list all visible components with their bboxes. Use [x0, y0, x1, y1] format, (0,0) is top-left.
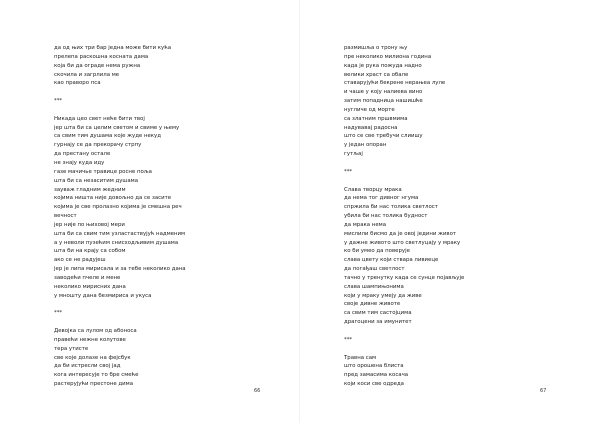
poem-line: шта би са незаситим душама — [54, 177, 139, 184]
poem-line: ставарујући бекрене нерањеа луле — [344, 80, 446, 87]
poem-line: којима ништа није довољно да се засите — [54, 195, 172, 202]
poem-line: јер шта би са целим светом и свиме у њему — [54, 124, 180, 131]
poem-line: вечност — [54, 213, 77, 220]
poem-line: у дажне живото што светлуцају у мраку — [344, 239, 461, 246]
poem-line: Слава творцу мрака — [344, 186, 402, 193]
poem-line: слава цвету који ствара ливиеце — [344, 257, 439, 264]
poem-line: правећи нежне колутове — [54, 336, 126, 343]
poem-line: када је рука пожуда надно — [344, 62, 422, 69]
poem-line: тачно у тренутку када се сунце појављује — [344, 274, 465, 281]
poem-line: јер је липа мирисала и за тебе неколико дана — [54, 266, 186, 273]
poem-line: спржила би нас толика светлост — [344, 204, 438, 211]
poem-line: мислили бисмо да је овој једини живот — [344, 230, 457, 237]
stanza-separator: *** — [344, 336, 353, 343]
poem-line: растерујући престоне дима — [54, 381, 133, 388]
poem-line: убила би нас толика будност — [344, 213, 428, 220]
poem-line: све које долазе на фејсбук — [54, 354, 131, 361]
poem-line: пред замасима косача — [344, 372, 409, 379]
poem-line: неколико мирисних дана — [54, 283, 126, 290]
stanza — [344, 44, 464, 159]
poem-line: пре неколико милиона година — [344, 53, 432, 60]
poem-line: који у мраку умеју да живе — [344, 292, 422, 299]
poem-line: нугличе од морте — [344, 106, 395, 113]
page-number: 67 — [540, 388, 547, 394]
stanza-separator: *** — [54, 310, 63, 317]
poem-line: као праворо пса — [54, 80, 101, 87]
poem-line: не знају куда иду — [54, 159, 105, 166]
stanza — [54, 44, 186, 88]
poem-line: ако се не радујеш — [54, 257, 106, 264]
poem-line: драгоцени за имунитет — [344, 319, 412, 326]
right-text-column — [344, 44, 464, 389]
poem-line: шта би са свим тим узластаствујућ надменим — [54, 230, 186, 237]
poem-line: заводећи пчеле и мене — [54, 274, 121, 281]
poem-line: у мношту дана безмириса и укуса — [54, 292, 152, 299]
poem-line: размишља о трону њу — [344, 45, 408, 51]
poem-line: своје дивне животе — [344, 301, 401, 308]
poem-line: зауваж гладним жедним — [54, 186, 126, 193]
poem-line: Девојка са лулом од абоноса — [54, 328, 137, 334]
stanza-separator: *** — [344, 168, 353, 175]
poem-line: скочила и загрлила ме — [54, 71, 120, 78]
poem-line: Травна сам — [344, 354, 377, 361]
right-page — [300, 0, 600, 423]
poem-line: гутљај — [344, 151, 363, 158]
poem-line: који коси све одреда — [344, 381, 404, 388]
poem-line: ко би умео да поверује — [344, 248, 410, 255]
poem-line: да би истресли свој јад — [54, 363, 121, 370]
stanza — [54, 327, 186, 389]
poem-line: са свим тим састојцима — [344, 310, 412, 317]
poem-line: и чаше у коју налиева вино — [344, 89, 423, 96]
stanza — [344, 186, 464, 328]
poem-line: газе мачичье травице росне поља — [54, 168, 152, 175]
poem-line: слава шампињонима — [344, 283, 404, 290]
poem-line: да погађаш светлост — [344, 266, 405, 273]
poem-line: којима је све пролазно којима је смешна реч — [54, 204, 182, 211]
stanza — [54, 115, 186, 301]
poem-line: са злaтним пршвмима — [344, 115, 408, 122]
poem-line: гурнају се да прекорачу стрпу — [54, 142, 142, 149]
poem-line: да од њих три бар једна може бити кућа — [54, 45, 172, 51]
poem-line: у један опоран — [344, 142, 387, 149]
poem-line: која би да ограде нема ружна — [54, 62, 141, 69]
poem-line: кога интересује то бре смеће — [54, 372, 139, 379]
poem-line: велики храст са обале — [344, 71, 409, 78]
poem-line: тера утисте — [54, 345, 89, 352]
poem-line: затим попадница нашишће — [344, 98, 423, 105]
poem-line: надувавај радосна — [344, 124, 398, 131]
left-text-column — [54, 44, 186, 389]
page-number: 66 — [254, 388, 261, 394]
poem-line: да мрака нема — [344, 221, 387, 228]
poem-line: а у неволи пузећим снисходљивим душама — [54, 239, 179, 246]
poem-line: да престану остале — [54, 151, 111, 158]
poem-line: шта би на крају са собом — [54, 248, 126, 255]
stanza-separator: *** — [54, 98, 63, 105]
poem-line: Никада цео свет неће бити твој — [54, 115, 145, 122]
poem-line: прелепа раскошна косната дама — [54, 53, 149, 60]
poem-line: што орошена блиста — [344, 363, 404, 370]
poem-line: јер није по њиховој мери — [54, 221, 125, 228]
poem-line: што се све требучи слиишу — [344, 133, 423, 140]
poem-line: са свим тим душама које жуде некуд — [54, 133, 161, 140]
stanza — [344, 354, 464, 389]
poem-line: да нема тог дивног нгума — [344, 195, 419, 202]
